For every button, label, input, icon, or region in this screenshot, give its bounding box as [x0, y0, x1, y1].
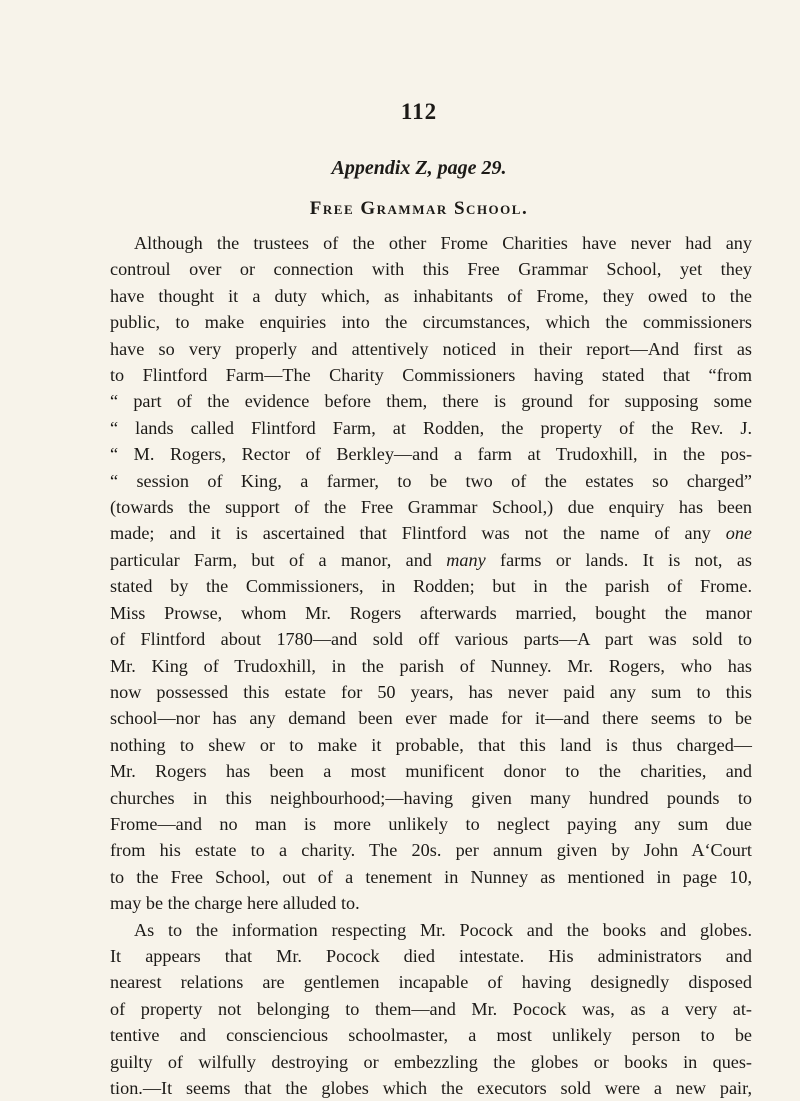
text-line: controul over or connection with this Free Grammar School, yet they [110, 259, 752, 280]
text-line: from his estate to a charity. The 20s. per annum given by John A‘Court [110, 840, 752, 861]
body-text [86, 230, 752, 1101]
text-line: of property not belonging to them—and Mr. Pocock was, as a very at- [110, 998, 752, 1019]
text-line: guilty of wilfully destroying or embezzling the globes or books in ques- [110, 1051, 752, 1072]
section-heading: Free Grammar School. [309, 198, 529, 219]
italic-emphasis: one [725, 523, 752, 544]
text-line: churches in this neighbourhood;—having given many hundred pounds to [110, 787, 752, 808]
text-line: to the Free School, out of a tenement in Nunney as mentioned in page 10, [110, 866, 752, 887]
text-line: school—nor has any demand been ever made for it—and there seems to be [110, 708, 752, 729]
appendix-reference: Appendix Z, page 29. [331, 157, 507, 179]
text-line: nearest relations are gentlemen incapable of having designedly disposed [110, 972, 752, 993]
text-line: It appears that Mr. Pocock died intestate. His administrators and [110, 945, 752, 966]
text-line: stated by the Commissioners, in Rodden; but in the parish of Frome. [110, 576, 752, 597]
text-line: tentive and consciencious schoolmaster, a most unlikely person to be [110, 1025, 752, 1046]
text-line: “ part of the evidence before them, there is ground for supposing some [110, 391, 752, 412]
italic-emphasis: many [446, 549, 486, 570]
text-line: (towards the support of the Free Grammar School,) due enquiry has been [110, 497, 752, 518]
text-line: Miss Prowse, whom Mr. Rogers afterwards married, bought the manor [110, 602, 752, 623]
text-line: particular Farm, but of a manor, and many farms or lands. It is not, as [110, 549, 752, 570]
text-line: made; and it is ascertained that Flintford was not the name of any one [110, 523, 752, 544]
text-line: Mr. King of Trudoxhill, in the parish of Nunney. Mr. Rogers, who has [110, 655, 752, 676]
text-line: “ lands called Flintford Farm, at Rodden, the property of the Rev. J. [110, 417, 752, 438]
text-line: public, to make enquiries into the circumstances, which the commissioners [110, 312, 752, 333]
text-line: now possessed this estate for 50 years, has never paid any sum to this [110, 681, 752, 702]
text-line: of Flintford about 1780—and sold off various parts—A part was sold to [110, 629, 752, 650]
text-line: “ session of King, a farmer, to be two of the estates so charged” [110, 470, 752, 491]
paragraph [86, 917, 752, 1101]
text-line: tion.—It seems that the globes which the executors sold were a new pair, [110, 1078, 752, 1098]
text-line: have so very properly and attentively noticed in their report—And first as [110, 338, 752, 359]
text-line: to Flintford Farm—The Charity Commissioners having stated that “from [110, 365, 752, 386]
text-line: may be the charge here alluded to. [110, 893, 360, 914]
text-line: Mr. Rogers has been a most munificent donor to the charities, and [110, 761, 752, 782]
text-line: nothing to shew or to make it probable, that this land is thus charged— [110, 734, 752, 755]
text-line: Although the trustees of the other Frome Charities have never had any [134, 233, 752, 253]
text-line: Frome—and no man is more unlikely to neglect paying any sum due [110, 813, 752, 834]
page-number: 112 [400, 99, 438, 124]
text-line: have thought it a duty which, as inhabitants of Frome, they owed to the [110, 285, 752, 306]
text-line: “ M. Rogers, Rector of Berkley—and a farm at Trudoxhill, in the pos- [110, 444, 752, 465]
text-line: As to the information respecting Mr. Pocock and the books and globes. [134, 919, 752, 940]
paragraph [86, 230, 752, 917]
